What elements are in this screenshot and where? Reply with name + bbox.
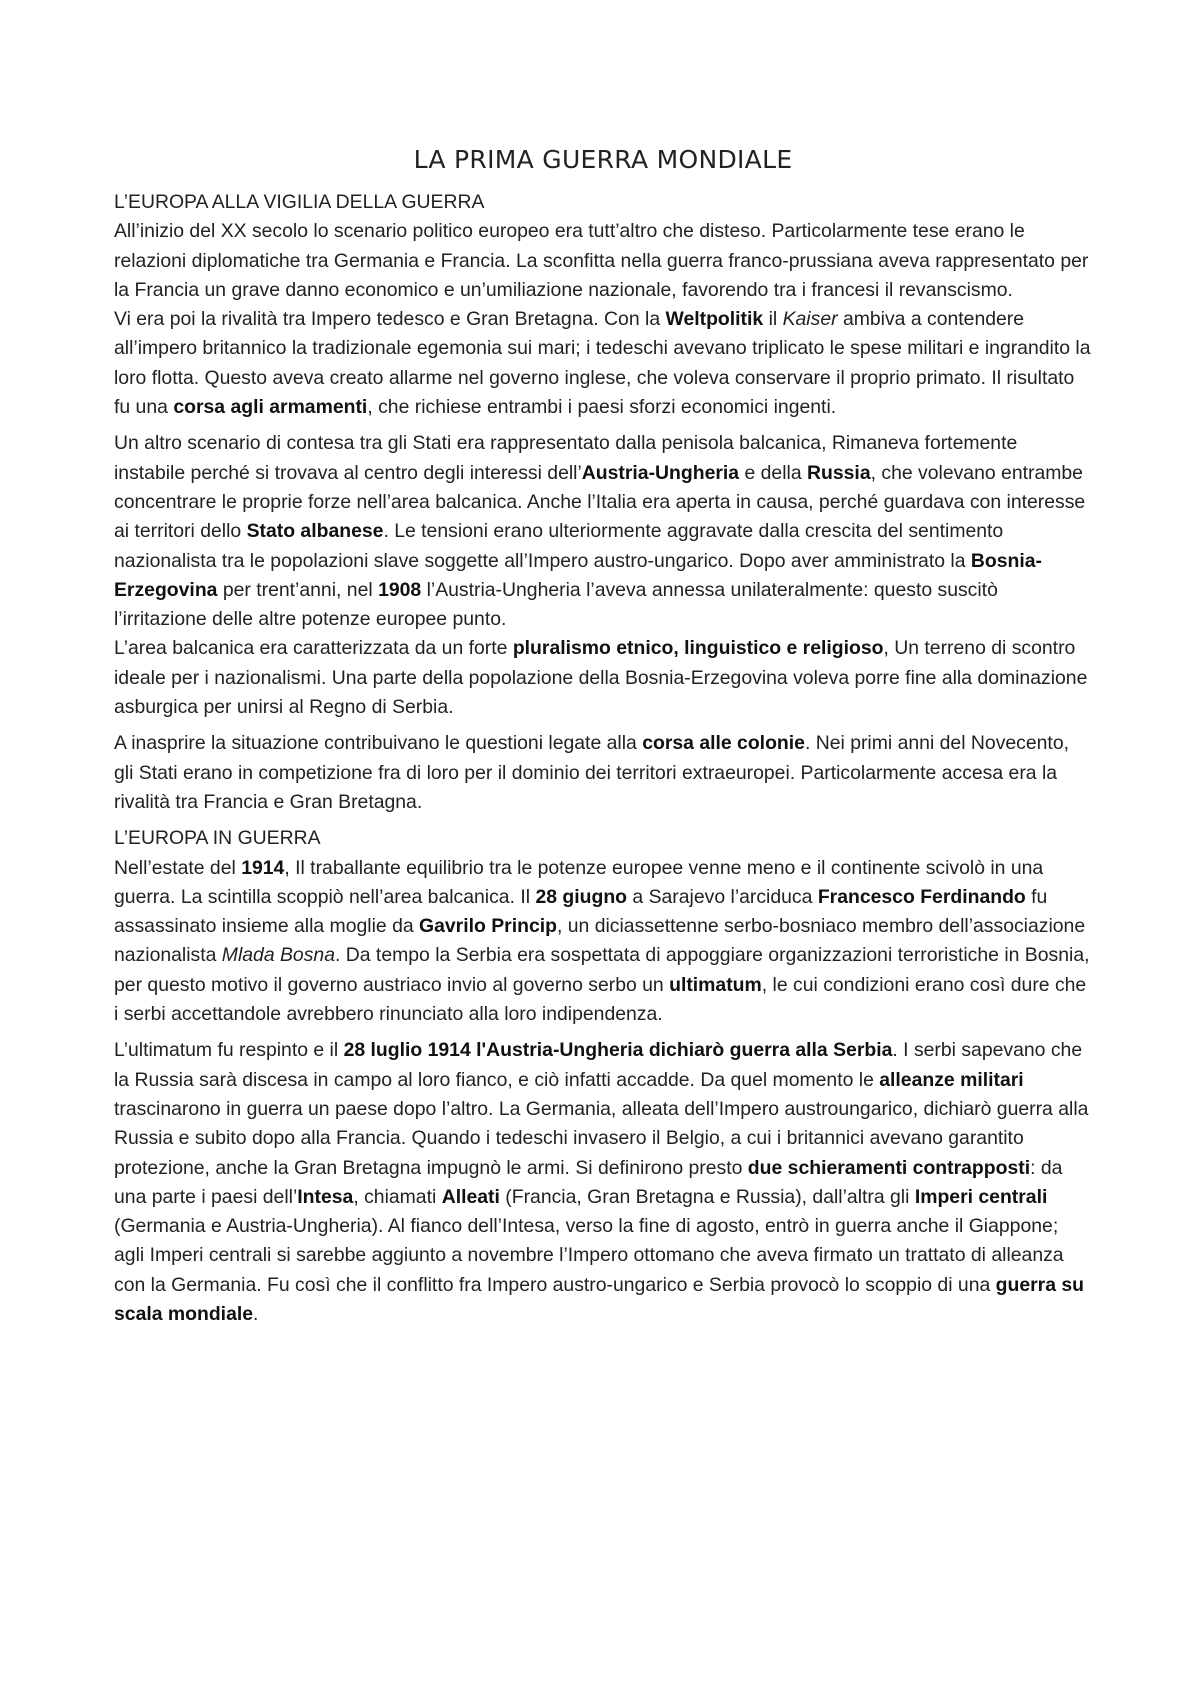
paragraph-s1-3: Un altro scenario di contesa tra gli Stati era rappresentato dalla penisola balcanica, Rimaneva fortemente instabile perché si trovava al centro degli interessi dell’Austria-Ungheria e della Russia, che volevano entrambe concentrare le proprie forze nell’area balcanica. Anche l’Italia era aperta in causa, perché guardava con interesse ai territori dello Stato albanese. Le tensioni erano ulteriormente aggravate dalla crescita del sentimento nazionalista tra le popolazioni slave soggette all’Impero austro-ungarico. Dopo aver amministrato la Bosnia-Erzegovina per trent’anni, nel 1908 l’Austria-Ungheria l’aveva annessa unilateralmente: questo suscitò l’irritazione delle altre potenze europee punto.	[114, 432, 1086, 631]
paragraph-s1-2: Vi era poi la rivalità tra Impero tedesco e Gran Bretagna. Con la Weltpolitik il Kaiser ambiva a contendere all’impero britannico la tradizionale egemonia sui mari; i tedeschi avevano triplicato le spese militari e ingrandito la loro flotta. Questo aveva creato allarme nel governo inglese, che voleva conservare il proprio primato. Il risultato fu una corsa agli armamenti, che richiese entrambi i paesi sforzi economici ingenti.	[114, 308, 1091, 419]
term-russia: Russia	[807, 461, 871, 484]
term-due-schieramenti: due schieramenti contrapposti	[747, 1156, 1031, 1179]
term-mlada-bosna: Mlada Bosna	[221, 944, 335, 967]
document-title: LA PRIMA GUERRA MONDIALE	[413, 145, 793, 174]
term-28-giugno: 28 giugno	[535, 885, 628, 908]
term-guerra-mondiale: guerra su scala mondiale	[114, 1273, 1085, 1325]
term-intesa: Intesa	[297, 1185, 354, 1208]
term-stato-albanese: Stato albanese	[246, 520, 384, 543]
term-kaiser: Kaiser	[782, 308, 838, 331]
paragraph-s1-1: All’inizio del XX secolo lo scenario politico europeo era tutt’altro che disteso. Particolarmente tese erano le relazioni diplomatiche tra Germania e Francia. La sconfitta nella guerra franco-prussiana aveva rappresentato per la Francia un grave danno economico e un’umiliazione nazionale, favorendo tra i francesi il revanscismo.	[114, 220, 1089, 301]
paragraph-s1-5: A inasprire la situazione contribuivano le questioni legate alla corsa alle colonie. Nei primi anni del Novecento, gli Stati erano in competizione fra di loro per il dominio dei territori extraeuropei. Particolarmente accesa era la rivalità tra Francia e Gran Bretagna.	[114, 732, 1069, 813]
term-dichiarazione-guerra: 28 luglio 1914 l'Austria-Ungheria dichiarò guerra alla Serbia	[343, 1039, 893, 1062]
term-imperi-centrali: Imperi centrali	[914, 1185, 1048, 1208]
term-pluralismo: pluralismo etnico, linguistico e religioso	[512, 637, 884, 660]
term-corsa-colonie: corsa alle colonie	[642, 732, 805, 755]
term-weltpolitik: Weltpolitik	[665, 308, 764, 331]
term-alleanze-militari: alleanze militari	[879, 1068, 1024, 1091]
term-bosnia-erzegovina: Bosnia-Erzegovina	[114, 549, 1042, 601]
term-gavrilo-princip: Gavrilo Princip	[419, 915, 557, 938]
paragraph-s1-4: L’area balcanica era caratterizzata da un forte pluralismo etnico, linguistico e religioso, Un terreno di scontro ideale per i nazionalismi. Una parte della popolazione della Bosnia-Erzegovina voleva porre fine alla dominazione asburgica per unirsi al Regno di Serbia.	[114, 637, 1088, 719]
term-francesco-ferdinando: Francesco Ferdinando	[817, 885, 1026, 908]
section-heading-vigilia: L’EUROPA ALLA VIGILIA DELLA GUERRA	[114, 191, 485, 213]
term-1908: 1908	[378, 578, 422, 601]
term-ultimatum: ultimatum	[669, 973, 762, 996]
term-corsa-armamenti: corsa agli armamenti	[173, 396, 368, 419]
paragraph-s2-1: Nell’estate del 1914, Il traballante equilibrio tra le potenze europee venne meno e il continente scivolò in una guerra. La scintilla scoppiò nell’area balcanica. Il 28 giugno a Sarajevo l’arciduca Francesco Ferdinando fu assassinato insieme alla moglie da Gavrilo Princip, un diciassettenne serbo-bosniaco membro dell’associazione nazionalista Mlada Bosna. Da tempo la Serbia era sospettata di appoggiare organizzazioni terroristiche in Bosnia, per questo motivo il governo austriaco invio al governo serbo un ultimatum, le cui condizioni erano così dure che i serbi accettandole avrebbero rinunciato alla loro indipendenza.	[114, 856, 1090, 1026]
term-austria-ungheria: Austria-Ungheria	[581, 461, 740, 484]
paragraph-s2-2: L’ultimatum fu respinto e il 28 luglio 1914 l'Austria-Ungheria dichiarò guerra alla Serbia. I serbi sapevano che la Russia sarà discesa in campo al loro fianco, e ciò infatti accadde. Da quel momento le alleanze militari trascinarono in guerra un paese dopo l’altro. La Germania, alleata dell’Impero austroungarico, dichiarò guerra alla Russia e subito dopo alla Francia. Quando i tedeschi invasero il Belgio, a cui i britannici avevano garantito protezione, anche la Gran Bretagna impugnò le armi. Si definirono presto due schieramenti contrapposti: da una parte i paesi dell’Intesa, chiamati Alleati (Francia, Gran Bretagna e Russia), dall’altra gli Imperi centrali (Germania e Austria-Ungheria). Al fianco dell’Intesa, verso la fine di agosto, entrò in guerra anche il Giappone; agli Imperi centrali si sarebbe aggiunto a novembre l’Impero ottomano che aveva firmato un trattato di alleanza con la Germania. Fu così che il conflitto fra Impero austro-ungarico e Serbia provocò lo scoppio di una guerra su scala mondiale.	[114, 1039, 1089, 1325]
document-page	[114, 140, 1092, 1336]
section-heading-guerra: L’EUROPA IN GUERRA	[114, 827, 321, 850]
term-1914: 1914	[241, 856, 285, 879]
term-alleati: Alleati	[441, 1185, 500, 1208]
